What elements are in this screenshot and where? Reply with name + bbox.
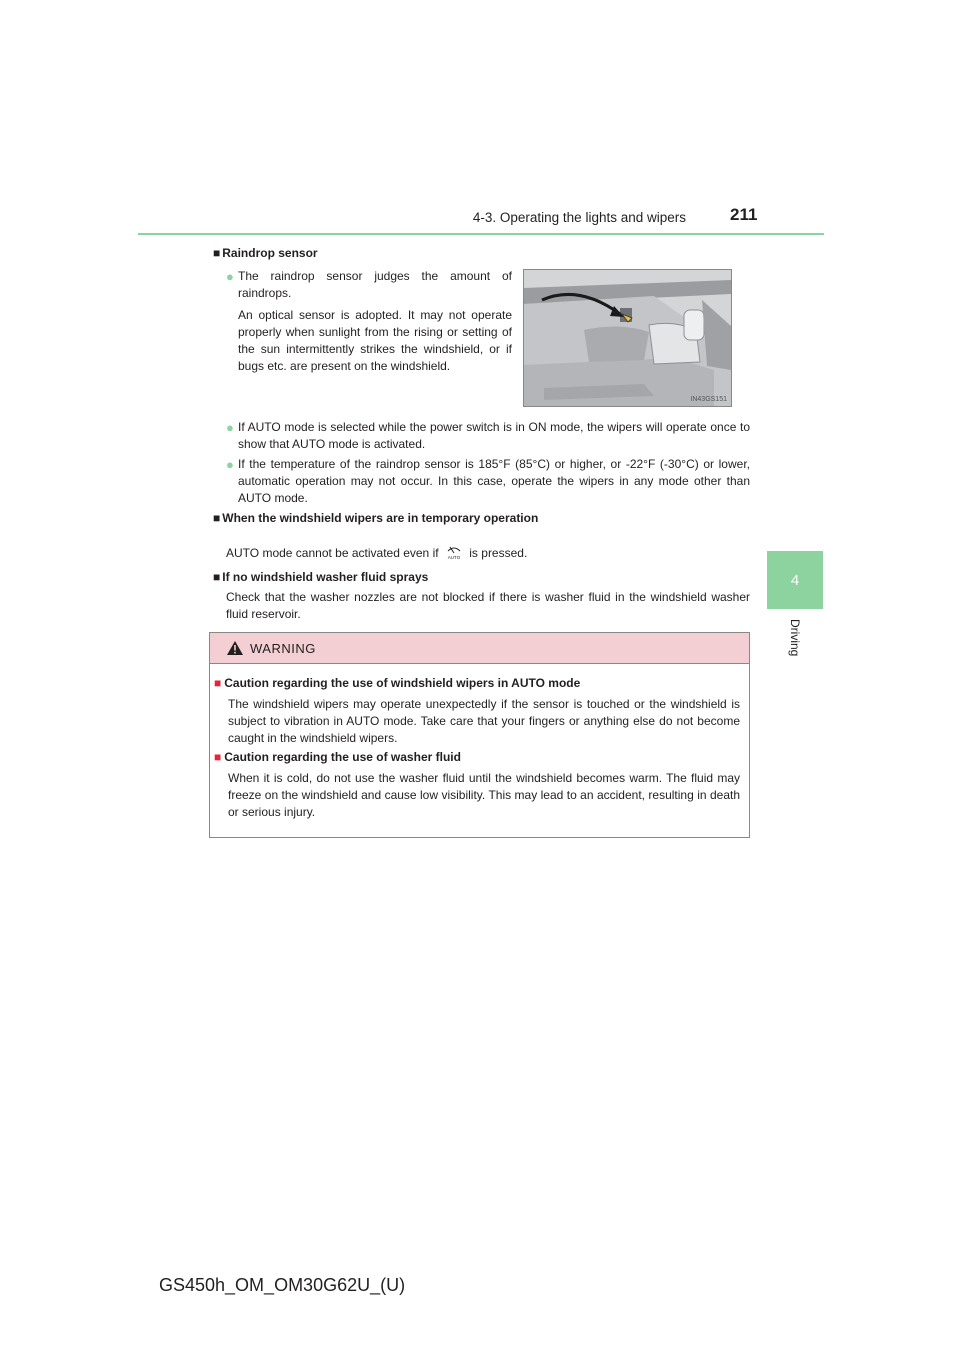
wiper-auto-icon-label: AUTO: [447, 555, 461, 560]
raindrop-bullet-1: [226, 268, 512, 375]
raindrop-sensor-figure: [523, 269, 732, 407]
temporary-text: AUTO mode cannot be activated even if AUTO is pressed.: [226, 546, 528, 560]
square-heading-icon: ■: [213, 511, 221, 525]
raindrop-bullet-3: ● If the temperature of the raindrop sensor is 185°F (85°C) or higher, or -22°F (-30°C) or lower, automatic operation may not occur. In this case, operate the wipers in any mode other than AUTO mode.: [226, 457, 750, 505]
square-heading-icon: ■: [213, 246, 221, 260]
warning-box: [209, 632, 750, 838]
warning-item-1-heading: ■ Caution regarding the use of windshield wipers in AUTO mode: [214, 676, 581, 690]
warning-item-2-heading: ■ Caution regarding the use of washer fluid: [214, 750, 461, 764]
warning-item-2-text: When it is cold, do not use the washer fluid until the windshield becomes warm. The fluid may freeze on the windshield and cause low visibility. This may lead to an accident, resulting in death or serious injury.: [228, 771, 740, 819]
raindrop-bullet-2: ● If AUTO mode is selected while the power switch is in ON mode, the wipers will operate once to show that AUTO mode is activated.: [226, 420, 750, 451]
warning-title: WARNING: [250, 640, 316, 656]
chapter-tab: [767, 551, 823, 609]
temporary-heading: ■ When the windshield wipers are in temporary operation: [213, 511, 539, 525]
wiper-auto-icon: [444, 544, 464, 560]
car-interior-illustration: [524, 270, 731, 406]
chapter-number: 4: [790, 571, 800, 589]
circle-bullet-icon: ●: [226, 457, 234, 472]
circle-bullet-icon: ●: [226, 269, 234, 284]
raindrop-heading: ■ Raindrop sensor: [213, 246, 318, 260]
page-number: 211: [730, 205, 758, 224]
square-heading-icon: ■: [214, 676, 222, 690]
figure-code: IN43GS151: [690, 396, 727, 403]
washer-heading: ■ If no windshield washer fluid sprays: [213, 570, 429, 584]
raindrop-bullet-1-line2: An optical sensor is adopted. It may not operate properly when sunlight from the rising or setting of the sun intermittently strikes the windshield, or if bugs etc. are present on the windshield.: [238, 308, 512, 373]
square-heading-icon: ■: [213, 570, 221, 584]
washer-text: Check that the washer nozzles are not blocked if there is washer fluid in the windshield washer fluid reservoir.: [226, 590, 750, 621]
section-title: 4-3. Operating the lights and wipers: [472, 210, 686, 225]
document-id: GS450h_OM_OM30G62U_(U): [159, 1275, 406, 1295]
chapter-label: Driving: [788, 619, 802, 657]
raindrop-bullet-1-line1: The raindrop sensor judges the amount of raindrops.: [238, 269, 512, 300]
warning-triangle-icon: [226, 640, 244, 656]
square-heading-icon: ■: [214, 750, 222, 764]
circle-bullet-icon: ●: [226, 420, 234, 435]
warning-header: [210, 633, 749, 664]
warning-item-1-text: The windshield wipers may operate unexpectedly if the sensor is touched or the windshield is subject to vibration in AUTO mode. Take care that your fingers or anything else do not become caught in the windshield wipers.: [228, 697, 740, 745]
header-rule: [138, 233, 824, 235]
